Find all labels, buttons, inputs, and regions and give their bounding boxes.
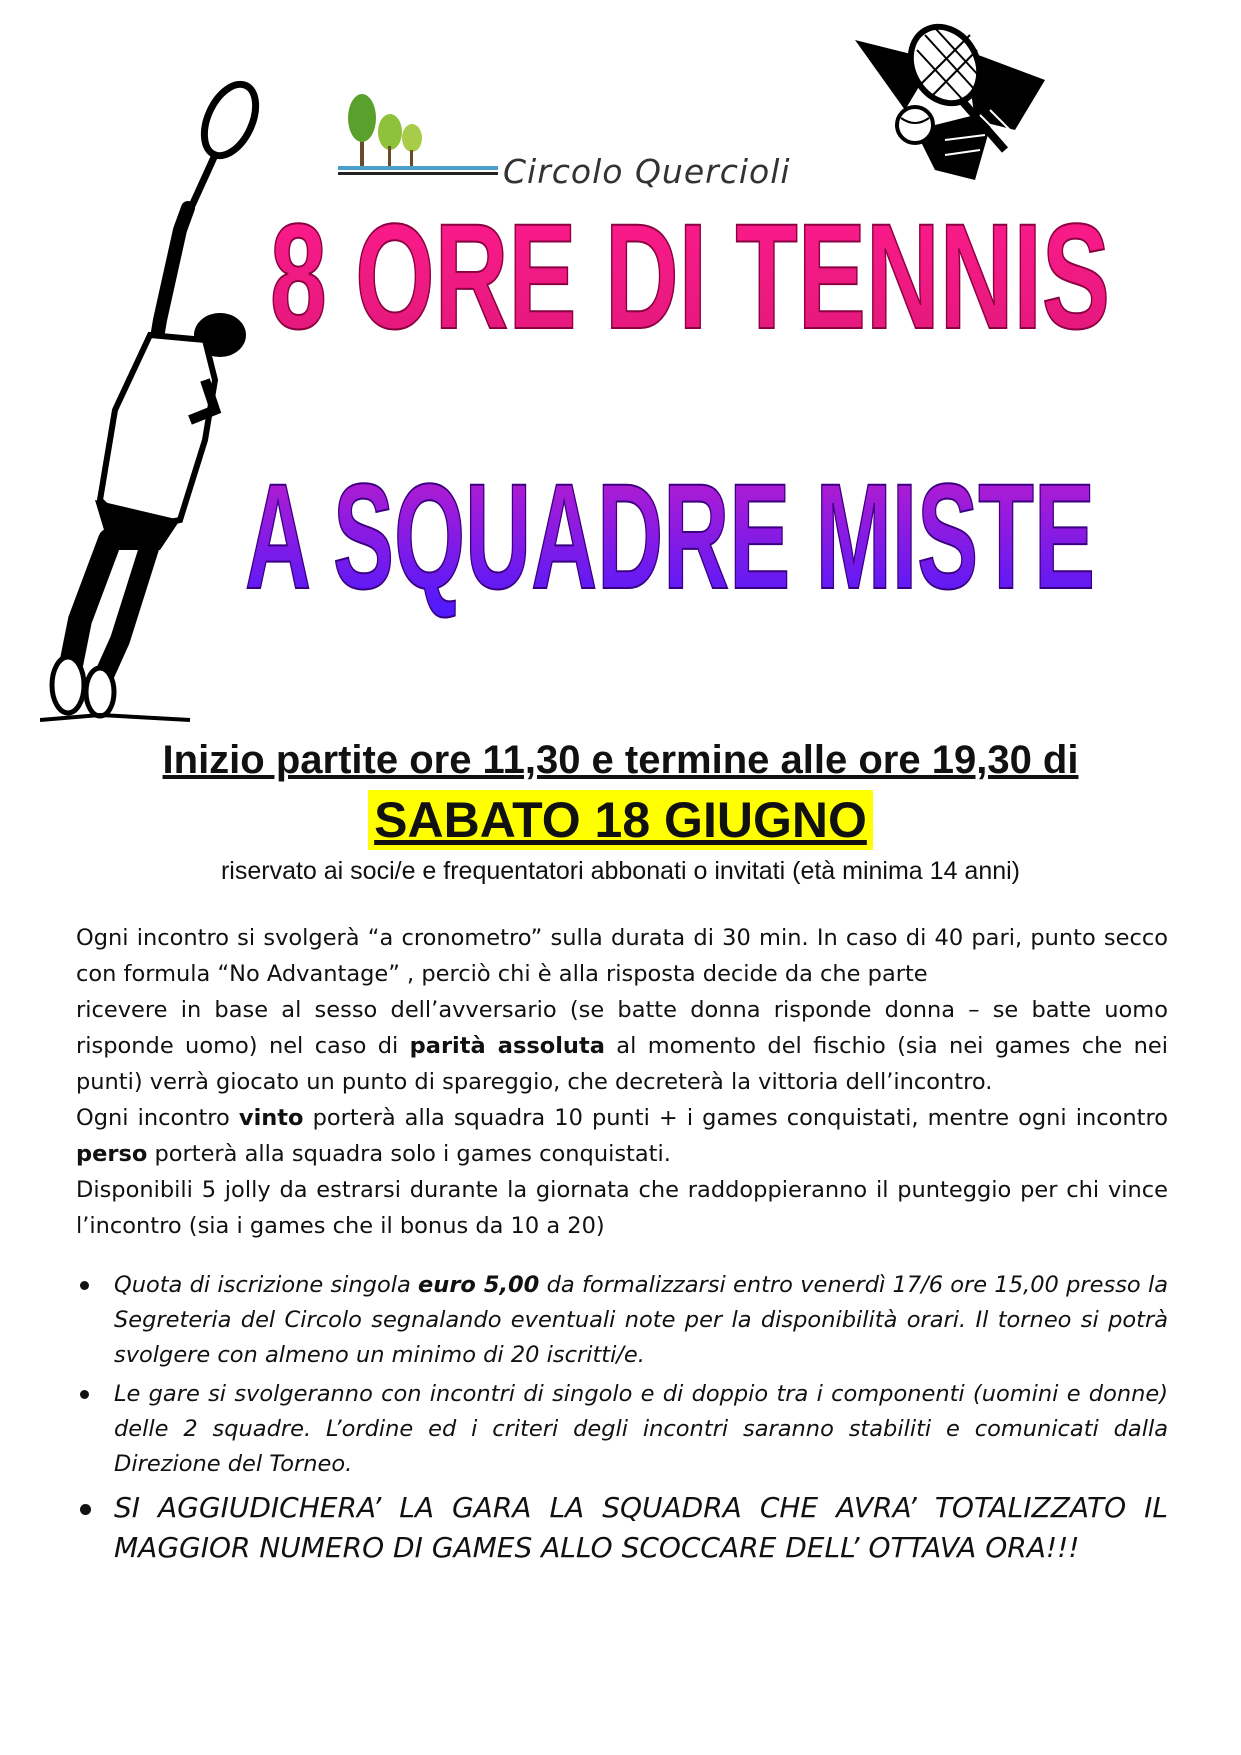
rules-paragraph-3: Disponibili 5 jolly da estrarsi durante la giornata che raddoppieranno il punteggio per chi vince l’incontro (sia i games che il bonus da 10 a 20) xyxy=(76,1177,1168,1239)
bullet-icon xyxy=(80,1504,91,1515)
rules-paragraph-2: Ogni incontro vinto porterà alla squadra 10 punti + i games conquistati, mentre ogni incontro perso porterà alla squadra solo i games conquistati. xyxy=(76,1105,1168,1167)
list-item: Quota di iscrizione singola euro 5,00 da formalizzarsi entro venerdì 17/6 ore 15,00 presso la Segreteria del Circolo segnalando eventuali note per la disponibilità orari. Il torneo si potrà svolgere con almeno un minimo di 20 iscritti/e. xyxy=(76,1268,1168,1373)
list-item: SI AGGIUDICHERA’ LA GARA LA SQUADRA CHE AVRA’ TOTALIZZATO IL MAGGIOR NUMERO DI GAMES ALLO SCOCCARE DELL’ OTTAVA ORA!!! xyxy=(76,1488,1168,1568)
info-list xyxy=(76,1268,1168,1572)
event-title xyxy=(240,148,1140,668)
eligibility-note: riservato ai soci/e e frequentatori abbonati o invitati (età minima 14 anni) xyxy=(220,857,1021,885)
bullet-icon xyxy=(80,1281,89,1290)
list-item: Le gare si svolgeranno con incontri di singolo e di doppio tra i componenti (uomini e donne) delle 2 squadre. L’ordine ed i criteri degli incontri saranno stabiliti e comunicati dalla Direzione del Torneo. xyxy=(76,1377,1168,1482)
club-name: Circolo Quercioli xyxy=(503,152,791,191)
title-line-1: 8 ORE DI TENNIS xyxy=(270,192,1110,360)
rules-paragraph-1a: Ogni incontro si svolgerà “a cronometro” sulla durata di 30 min. In caso di 40 pari, punto secco con formula “No Advantage” , perciò chi è alla risposta decide da che parte xyxy=(76,925,1168,987)
start-time-line: Inizio partite ore 11,30 e termine alle ore 19,30 di xyxy=(162,738,1079,782)
title-line-2: A SQUADRE MISTE xyxy=(245,452,1095,620)
rules-body xyxy=(76,920,1168,1244)
bullet-icon xyxy=(80,1390,89,1399)
rules-paragraph-1b: ricevere in base al sesso dell’avversario (se batte donna risponde donna – se batte uomo risponde uomo) nel caso di parità assoluta al momento del fischio (sia nei games che nei punti) verrà giocato un punto di spareggio, che decreterà la vittoria dell’incontro. xyxy=(76,997,1168,1095)
date-wrapper xyxy=(0,790,1241,850)
event-date: SABATO 18 GIUGNO xyxy=(368,790,873,850)
